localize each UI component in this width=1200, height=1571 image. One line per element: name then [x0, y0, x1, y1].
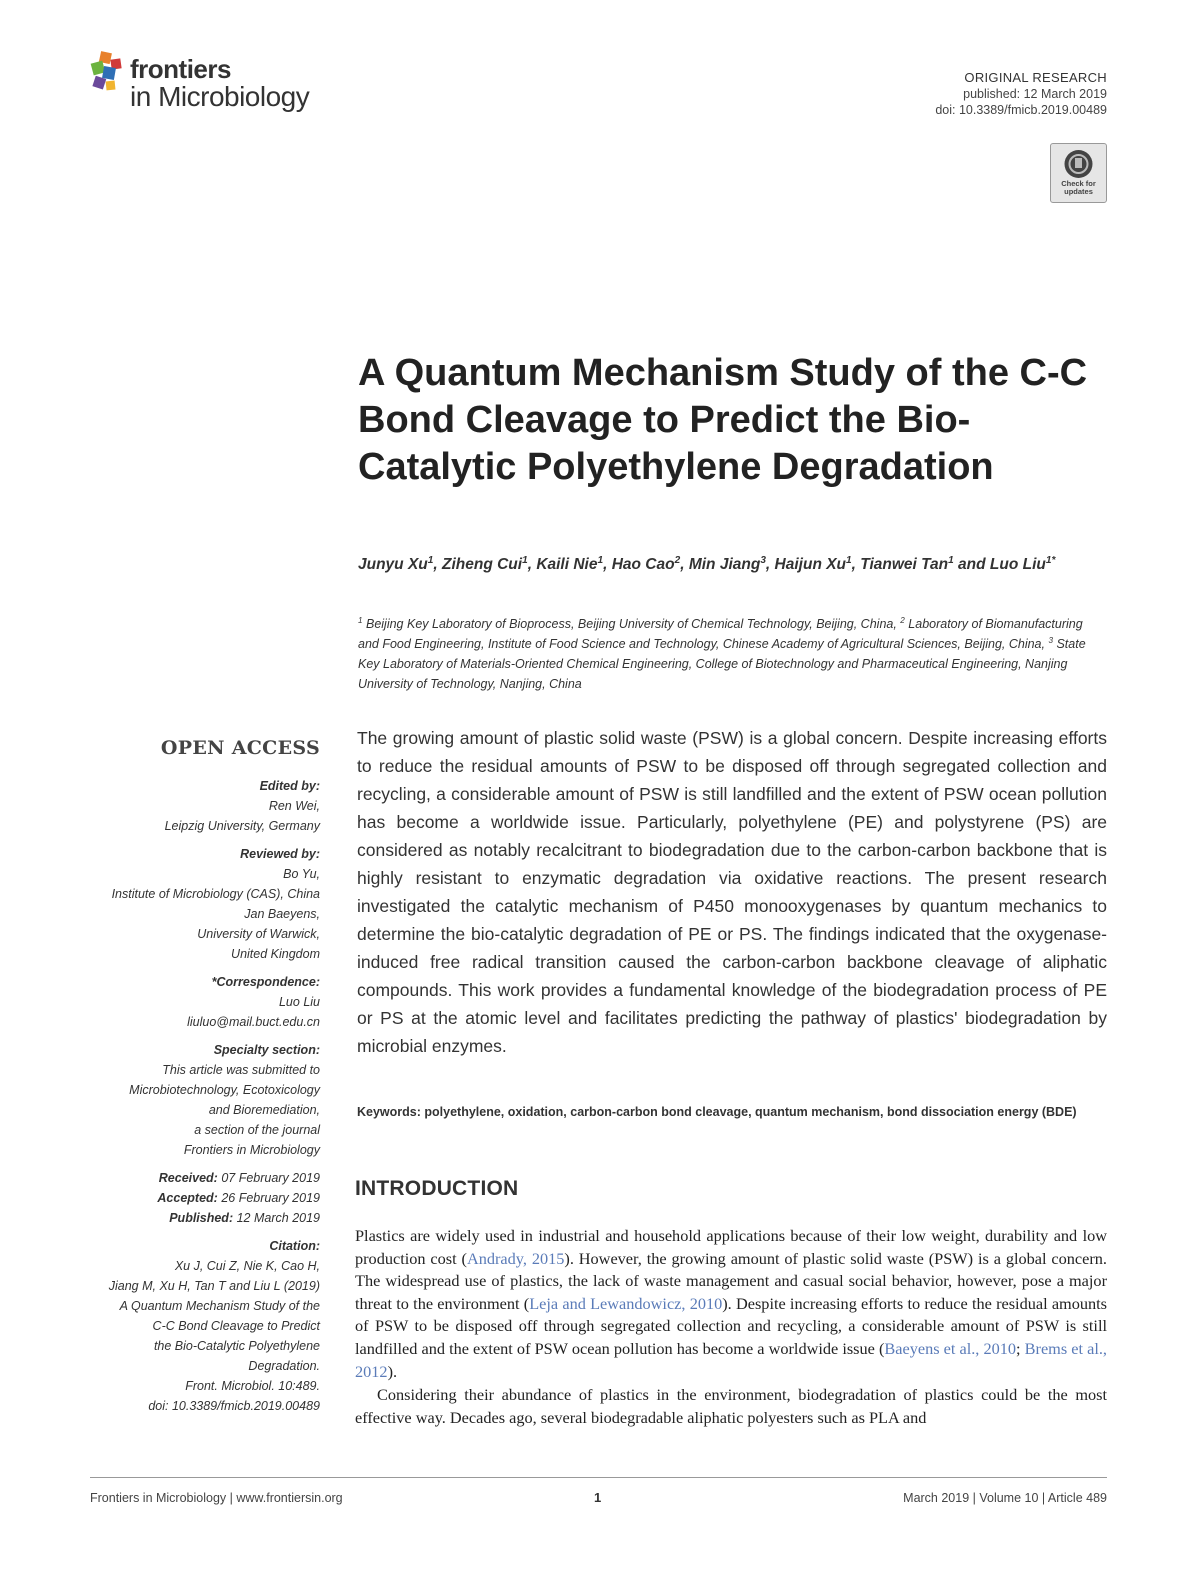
author-name[interactable]: Ziheng Cui$^1$: [442, 554, 528, 573]
author-affiliation-marker: 1: [948, 554, 954, 566]
footer-issue-info: March 2019 | Volume 10 | Article 489: [903, 1491, 1107, 1505]
accepted-date: Accepted: 26 February 2019: [157, 1191, 320, 1205]
citation-line: Front. Microbiol. 10:489.: [185, 1379, 320, 1393]
reviewer-line: Jan Baeyens,: [244, 907, 320, 921]
correspondence-email-link[interactable]: liuluo@mail.buct.edu.cn: [187, 1015, 320, 1029]
author-affiliation-marker: 3: [760, 554, 766, 566]
specialty-section: [80, 1040, 320, 1160]
author-name[interactable]: Luo Liu$^{1*}$: [989, 554, 1056, 573]
affiliations: [358, 614, 1106, 694]
affiliation-text: Beijing Key Laboratory of Bioprocess, Beijing University of Chemical Technology, Beijing, China,: [362, 617, 901, 631]
logo-wordmark-frontiers: frontiers: [130, 54, 231, 84]
footer-journal-link[interactable]: Frontiers in Microbiology | www.frontiersin.org: [90, 1491, 343, 1505]
article-sidebar: [80, 738, 320, 1424]
affiliation-marker: 3: [1048, 635, 1053, 645]
citation-section: [80, 1236, 320, 1416]
author-name[interactable]: Kaili Nie$^1$: [536, 554, 604, 573]
author-affiliation-marker: 1*: [1045, 554, 1056, 566]
correspondence-heading: *Correspondence:: [211, 975, 320, 989]
affiliation-marker: 2: [900, 615, 905, 625]
editor-line: Ren Wei,: [268, 799, 320, 813]
specialty-line: a section of the journal: [194, 1123, 320, 1137]
section-heading-introduction: INTRODUCTION: [355, 1177, 519, 1200]
edited-by-heading: Edited by:: [259, 779, 320, 793]
citation-link[interactable]: Leja and Lewandowicz, 2010: [529, 1293, 723, 1313]
abstract: The growing amount of plastic solid waste (PSW) is a global concern. Despite increasing efforts to reduce the residual amounts of PSW to be disposed off through segregated collection and recycling, a considerable amount of PSW is still landfilled and the extent of PSW ocean pollution has become a worldwide issue. Particularly, polyethylene (PE) and polystyrene (PS) are considered as notably recalcitrant to biodegradation due to the carbon-carbon backbone that is highly resistant to enzymatic degradation via oxidative reactions. The present research investigated the catalytic mechanism of P450 monooxygenases by quantum mechanics to determine the bio-catalytic degradation of PE or PS. The findings indicated that the oxygenase-induced free radical transition caused the carbon-carbon backbone cleavage of aliphatic compounds. This work provides a fundamental knowledge of the biodegradation process of PE or PS at the atomic level and facilitates predicting the pathway of plastics' biodegradation by microbial enzymes.: [357, 728, 1107, 1056]
affiliation-text: Laboratory of Biomanufacturing and Food Engineering, Institute of Food Science and Technology, Chinese Academy of Agricultural Sciences, Beijing, China,: [358, 617, 1083, 651]
reviewer-line: University of Warwick,: [197, 927, 320, 941]
reviewed-by-heading: Reviewed by:: [240, 847, 320, 861]
citation-link[interactable]: Baeyens et al., 2010: [884, 1338, 1017, 1358]
edited-by-section: [80, 776, 320, 836]
specialty-line: This article was submitted to: [162, 1063, 320, 1077]
page-number: 1: [594, 1490, 602, 1505]
reviewer-line: Bo Yu,: [283, 867, 320, 881]
article-type: ORIGINAL RESEARCH: [964, 70, 1107, 85]
author-list: Junyu Xu$^1$, Ziheng Cui$^1$, Kaili Nie$^1$, Hao Cao$^2$, Min Jiang$^3$, Haijun Xu$^1$, Tianwei Tan$^1$ and Luo Liu$^{1*}$: [358, 554, 1056, 573]
reviewer-line: Institute of Microbiology (CAS), China: [111, 887, 320, 901]
keywords-label: Keywords:: [357, 1105, 421, 1119]
article-meta: [935, 70, 1107, 118]
received-date: Received: 07 February 2019: [158, 1171, 320, 1185]
dates-section: [80, 1168, 320, 1228]
citation-doi-link[interactable]: doi: 10.3389/fmicb.2019.00489: [148, 1399, 320, 1413]
author-name[interactable]: Min Jiang$^3$: [688, 554, 766, 573]
keywords-text: polyethylene, oxidation, carbon-carbon bond cleavage, quantum mechanism, bond dissociation energy (BDE): [424, 1105, 1077, 1119]
keywords: [357, 1104, 1107, 1121]
check-for-updates-badge[interactable]: [1050, 143, 1107, 203]
affiliation-marker: 1: [358, 615, 363, 625]
citation-line: Xu J, Cui Z, Nie K, Cao H,: [174, 1259, 320, 1273]
citation-line: the Bio-Catalytic Polyethylene: [153, 1339, 320, 1353]
published-date-sidebar: Published: 12 March 2019: [169, 1211, 320, 1225]
corresponding-author: Luo Liu: [278, 995, 320, 1009]
citation-line: C-C Bond Cleavage to Predict: [152, 1319, 320, 1333]
footer-divider: [90, 1477, 1107, 1478]
intro-paragraph-1: Plastics are widely used in industrial and household applications because of their low weight, durability and low production cost (Andrady, 2015). However, the growing amount of plastic solid waste (PSW) is a global concern. The widespread use of plastics, the lack of waste management and casual social behavior, however, pose a major threat to the environment (Leja and Lewandowicz, 2010). Despite increasing efforts to reduce the residual amounts of PSW to be disposed off through segregated collection and recycling, a considerable amount of PSW is still landfilled and the extent of PSW ocean pollution has become a worldwide issue (Baeyens et al., 2010; Brems et al., 2012).: [355, 1226, 1108, 1381]
reviewed-by-section: [80, 844, 320, 964]
citation-heading: Citation:: [269, 1239, 320, 1253]
citation-line: A Quantum Mechanism Study of the: [119, 1299, 320, 1313]
citation-link[interactable]: Brems et al., 2012: [355, 1338, 1107, 1381]
author-affiliation-marker: 1: [846, 554, 852, 566]
citation-line: Jiang M, Xu H, Tan T and Liu L (2019): [108, 1279, 320, 1293]
specialty-heading: Specialty section:: [213, 1043, 320, 1057]
authors-conjunction: and: [958, 556, 986, 573]
open-access-label: OPEN ACCESS: [160, 737, 320, 759]
published-date: published: 12 March 2019: [963, 87, 1107, 101]
author-affiliation-marker: 2: [674, 554, 681, 566]
logo-wordmark-journal: in Microbiology: [130, 81, 310, 112]
intro-paragraph-2: Considering their abundance of plastics in the environment, biodegradation of plastics could be the most effective way. Decades ago, several biodegradable aliphatic polyesters such as PLA and: [355, 1385, 1107, 1427]
citation-link[interactable]: Andrady, 2015: [466, 1248, 565, 1268]
correspondence-section: [80, 972, 320, 1032]
author-affiliation-marker: 1: [522, 554, 528, 566]
check-updates-label: Check for updates: [1061, 179, 1096, 196]
specialty-line: Microbiotechnology, Ecotoxicology: [129, 1083, 320, 1097]
specialty-line: Frontiers in Microbiology: [183, 1143, 320, 1157]
citation-line: Degradation.: [248, 1359, 320, 1373]
specialty-line: and Bioremediation,: [208, 1103, 320, 1117]
frontiers-logo-icon: [88, 50, 128, 100]
author-name[interactable]: Junyu Xu$^1$: [358, 554, 434, 573]
doi[interactable]: doi: 10.3389/fmicb.2019.00489: [935, 103, 1107, 117]
editor-line: Leipzig University, Germany: [164, 819, 320, 833]
author-affiliation-marker: 1: [427, 554, 434, 566]
author-name[interactable]: Tianwei Tan$^1$: [860, 554, 954, 573]
paper-title: A Quantum Mechanism Study of the C-C Bond Cleavage to Predict the Bio-Catalytic Polyethylene Degradation: [358, 352, 1088, 488]
author-affiliation-marker: 1: [597, 554, 604, 566]
author-name[interactable]: Hao Cao$^2$: [611, 554, 681, 573]
check-updates-icon: [1051, 146, 1106, 182]
reviewer-line: United Kingdom: [231, 947, 320, 961]
affiliation-text: State Key Laboratory of Materials-Oriented Chemical Engineering, College of Biotechnology and Pharmaceutical Engineering, Nanjing University of Technology, Nanjing, China: [358, 637, 1086, 691]
journal-logo: [88, 50, 328, 124]
author-name[interactable]: Haijun Xu$^1$: [774, 554, 852, 573]
